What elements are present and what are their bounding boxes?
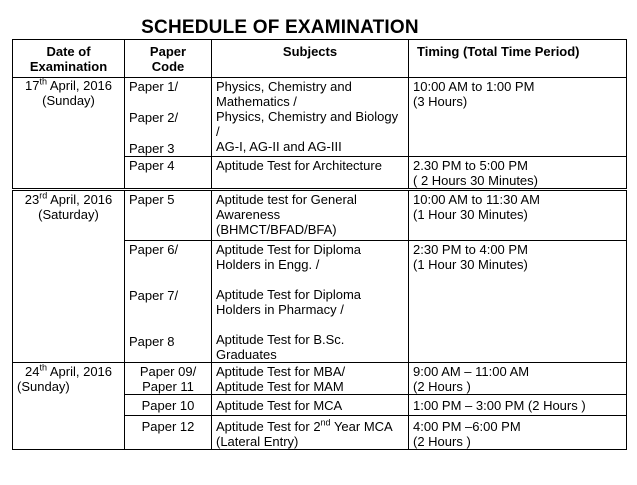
subject-text: Aptitude Test for 2 <box>216 419 321 434</box>
subject-cell <box>212 395 409 416</box>
timing-text: 2:30 PM to 4:00 PM <box>413 242 528 257</box>
subject-cell <box>212 416 409 450</box>
subject-text: AG-I, AG-II and AG-III <box>216 139 342 154</box>
paper-code: Paper 1/ <box>129 79 179 94</box>
timing-text: 9:00 AM – 11:00 AM <box>413 364 530 379</box>
date-month-year: April, 2016 <box>46 364 113 379</box>
timing-duration: (3 Hours) <box>413 94 468 109</box>
paper-code-cell <box>125 395 212 416</box>
subject-text: Year MCA (Lateral Entry) <box>216 419 392 449</box>
subject-text: Aptitude Test for MBA/ <box>216 364 346 379</box>
subject-text: Aptitude Test for MAM <box>216 379 344 394</box>
paper-code: Paper 11 <box>142 379 194 394</box>
timing-cell <box>409 363 627 395</box>
timing-cell <box>409 395 627 416</box>
subject-text: Aptitude Test for Diploma Holders in Pharmacy / <box>216 287 361 317</box>
paper-code: Paper 12 <box>141 419 195 434</box>
subject-text: Physics, Chemistry and Mathematics / <box>216 79 352 109</box>
timing-cell <box>409 78 627 157</box>
date-month-year: April, 2016 <box>47 192 113 207</box>
timing-text: 1:00 PM – 3:00 PM (2 Hours ) <box>413 398 586 413</box>
table-row <box>13 363 627 395</box>
subject-cell <box>212 241 409 363</box>
timing-cell <box>409 157 627 190</box>
table-row <box>13 78 627 157</box>
subject-text: Aptitude test for General Awareness <box>216 192 357 222</box>
date-day: 23 <box>24 192 40 207</box>
header-timing: Timing (Total Time Period) <box>409 40 627 78</box>
paper-code: Paper 7/ <box>129 288 179 303</box>
header-subjects: Subjects <box>212 40 409 78</box>
date-suffix: th <box>39 76 47 87</box>
subject-text: Aptitude Test for B.Sc. Graduates <box>216 332 345 362</box>
date-month-year: April, 2016 <box>46 78 113 93</box>
table-row <box>13 190 627 241</box>
date-cell-day1 <box>13 78 125 190</box>
header-row <box>13 40 627 78</box>
timing-text: 10:00 AM to 1:00 PM <box>413 79 535 94</box>
date-weekday: (Sunday) <box>17 379 70 394</box>
page-title: SCHEDULE OF EXAMINATION <box>141 17 419 38</box>
paper-code-cell <box>125 416 212 450</box>
timing-text: 10:00 AM to 11:30 AM <box>413 192 540 207</box>
subject-text: Aptitude Test for MCA <box>216 398 343 413</box>
paper-code: Paper 5 <box>129 192 175 207</box>
header-paper-code-line2: Code <box>151 59 185 74</box>
paper-code: Paper 3 <box>129 141 175 156</box>
timing-cell <box>409 416 627 450</box>
date-suffix: rd <box>39 190 48 201</box>
date-cell-day3 <box>13 363 125 450</box>
date-suffix: th <box>39 362 47 373</box>
paper-code: Paper 4 <box>129 158 175 173</box>
schedule-table <box>12 39 627 450</box>
paper-code: Paper 10 <box>141 398 195 413</box>
paper-code: Paper 2/ <box>129 110 179 125</box>
subject-cell <box>212 78 409 157</box>
subject-cell <box>212 190 409 241</box>
date-weekday: (Sunday) <box>42 93 95 108</box>
date-day: 24 <box>24 364 40 379</box>
date-cell-day2 <box>13 190 125 363</box>
subject-text: Aptitude Test for Diploma Holders in Engg. / <box>216 242 361 272</box>
timing-duration: (1 Hour 30 Minutes) <box>413 257 528 272</box>
timing-duration: ( 2 Hours 30 Minutes) <box>413 173 538 188</box>
timing-cell <box>409 241 627 363</box>
timing-text: 4:00 PM –6:00 PM <box>413 419 521 434</box>
subject-text: Physics, Chemistry and Biology / <box>216 109 399 139</box>
paper-code: Paper 09/ <box>139 364 197 379</box>
subject-text: (BHMCT/BFAD/BFA) <box>216 222 337 237</box>
paper-code-cell <box>125 190 212 241</box>
subject-suffix: nd <box>320 417 331 428</box>
paper-code-cell <box>125 78 212 157</box>
paper-code: Paper 6/ <box>129 242 179 257</box>
timing-duration: (2 Hours ) <box>413 379 471 394</box>
paper-code-cell <box>125 241 212 363</box>
subject-cell <box>212 363 409 395</box>
timing-duration: (2 Hours ) <box>413 434 471 449</box>
subject-text: Aptitude Test for Architecture <box>216 158 382 173</box>
subject-cell <box>212 157 409 190</box>
paper-code-cell <box>125 157 212 190</box>
paper-code-cell <box>125 363 212 395</box>
header-paper-code-line1: Paper <box>149 44 187 59</box>
header-paper-code <box>125 40 212 78</box>
header-date-line1: Date of <box>46 44 91 59</box>
timing-duration: (1 Hour 30 Minutes) <box>413 207 528 222</box>
date-day: 17 <box>24 78 40 93</box>
timing-text: 2.30 PM to 5:00 PM <box>413 158 528 173</box>
paper-code: Paper 8 <box>129 334 175 349</box>
header-date-line2: Examination <box>29 59 108 74</box>
date-weekday: (Saturday) <box>38 207 99 222</box>
header-date <box>13 40 125 78</box>
timing-cell <box>409 190 627 241</box>
